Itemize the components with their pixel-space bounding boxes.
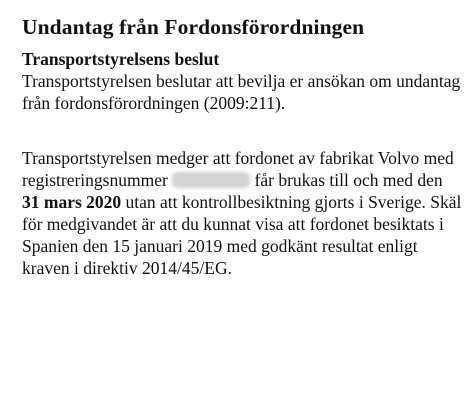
exemption-text-validity: får brukas till och med den xyxy=(254,170,443,190)
document-title: Undantag från Fordonsförordningen xyxy=(22,15,365,39)
decision-document xyxy=(22,10,462,279)
redacted-registration-number xyxy=(172,172,250,188)
decision-subheading: Transportstyrelsens beslut xyxy=(22,49,220,69)
exemption-text-rest: utan att kontrollbesiktning gjorts i Sverige. Skäl för medgivandet är att du kunnat visa att fordonet besiktats i Spanien den 15 januari 2019 med godkänt resultat enligt kraven i direktiv 2014/45/EG. xyxy=(22,192,462,278)
validity-date: 31 mars 2020 xyxy=(22,192,122,212)
decision-paragraph: Transportstyrelsen beslutar att bevilja er ansökan om undantag från fordonsförordningen (2009:211). xyxy=(22,71,461,113)
exemption-text-start: Transportstyrelsen medger att fordonet av fabrikat Volvo med registreringsnummer xyxy=(22,148,454,190)
exemption-paragraph xyxy=(22,147,462,279)
